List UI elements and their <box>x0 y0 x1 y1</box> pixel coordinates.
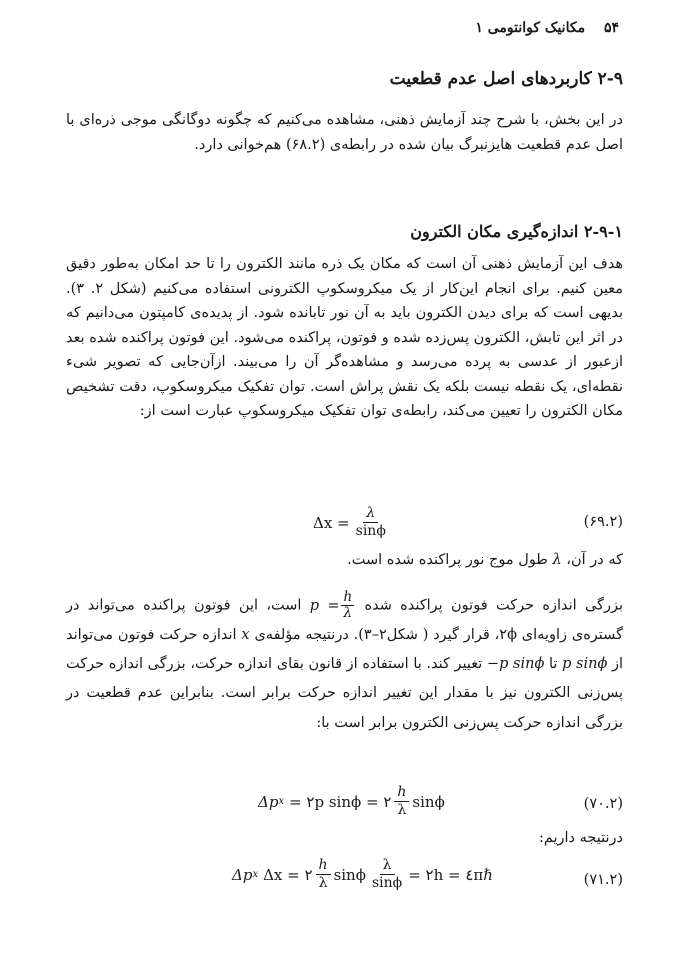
subsection-body: هدف این آزمایش ذهنی آن است که مکان یک ذره مانند الکترون را تا حد امکان به‌طور دقیق معین کنیم. برای انجام این‌کار از یک میکروسکوپ الکترونی استفاده می‌کنیم (شکل ۲. ۳). بدیهی است که برای دیدن الکترون باید به آن نور تابانده شود. از پدیده‌ی کامپتون می‌دانیم که در اثر این تابش، الکترون پس‌زده شده و فوتون، پراکنده می‌شود. این فوتون پراکنده شده بعد ازعبور از عدسی به پرده می‌رسد و مشاهده‌گر آن را می‌بیند. ازآن‌جایی که تصویر شیء نقطه‌ای، یک نقطه نیست بلکه یک نقش پراش است. توان تفکیک میکروسکوپ، دقت تشخیص مکان الکترون را تعیین می‌کند، رابطه‌ی توان تفکیک میکروسکوپ عبارت است از: <box>66 256 623 419</box>
eq70-fraction <box>394 784 409 819</box>
section-title: ۲-۹ کاربردهای اصل عدم قطعیت <box>389 69 623 89</box>
eq70-tail: sinϕ <box>412 792 445 811</box>
eq69-fraction <box>353 505 389 540</box>
p4-t2: است، این فوتون پراکنده می‌تواند در گستره‌ی زاویه‌ای ۲ϕ، قرار گیرد ( شکل۲–۳). درنتیجه مؤلفه‌ی <box>66 597 624 643</box>
eq69-denominator: sinϕ <box>355 523 386 539</box>
p4-x: x <box>241 627 250 643</box>
p3-pre: که در آن، <box>566 552 623 568</box>
p4-frac-num: h <box>343 589 353 605</box>
equation-number-70: (۷۰.۲) <box>583 796 623 812</box>
eq71-lhs-sub: x <box>252 869 259 880</box>
eq70-denominator: λ <box>397 802 407 818</box>
p4-range-start: p sinϕ <box>562 656 608 673</box>
section-intro: در این بخش، با شرح چند آزمایش ذهنی، مشاهده می‌کنیم که چگونه دوگانگی موجی ذره‌ای با اصل عدم قطعیت هایزنبرگ بیان شده در رابطه‌ی (۶۸.۲) هم‌خوانی دارد. <box>66 112 623 153</box>
eq70-lhs-sub: x <box>278 796 285 807</box>
eq71-denominator-2: sinϕ <box>371 875 403 891</box>
subsection-title: ۲-۹-۱ اندازه‌گیری مکان الکترون <box>410 222 623 241</box>
eq71-numerator-2: λ <box>380 857 395 875</box>
eq71-mid: sinϕ <box>333 865 366 884</box>
running-head <box>475 20 619 36</box>
eq71-fraction-2 <box>369 857 405 892</box>
therefore-line: درنتیجه داریم: <box>538 830 623 846</box>
eq70-mid: = ۲p sinϕ = ۲ <box>289 792 392 811</box>
equation-number-69: (۶۹.۲) <box>583 514 623 530</box>
equation-70 <box>258 784 445 819</box>
p4-h-over-lambda <box>341 590 354 621</box>
eq71-fraction-1 <box>316 857 331 892</box>
eq71-numerator-1: h <box>316 857 331 875</box>
p3-post: طول موج نور پراکنده شده است. <box>347 552 548 568</box>
p3-lambda: λ <box>552 552 562 568</box>
p4-t1: بزرگی اندازه حرکت فوتون پراکنده شده <box>364 597 623 614</box>
p4-t3: اندازه حرکت فوتون می‌تواند از <box>66 627 624 673</box>
eq71-lhs2: Δx = ۲ <box>263 865 313 884</box>
p4-range-end: −p sinϕ <box>486 656 545 673</box>
eq71-lhs: Δp <box>232 865 253 884</box>
equation-number-71: (۷۱.۲) <box>583 872 623 888</box>
eq71-tail: = ۲h = ٤πℏ <box>408 865 493 884</box>
lambda-definition <box>66 548 623 573</box>
equation-71 <box>232 857 493 892</box>
page-number: ۵۴ <box>603 20 619 36</box>
p4-t4: تا <box>549 656 558 673</box>
p4-p-eq <box>309 589 356 621</box>
eq69-lhs: Δx = <box>313 513 350 532</box>
eq69-numerator: λ <box>363 505 378 523</box>
p4-frac-den: λ <box>343 605 353 621</box>
eq71-denominator-1: λ <box>318 875 328 891</box>
momentum-paragraph <box>66 590 623 738</box>
p4-t5: تغییر کند. با استفاده از قانون بقای اندازه حرکت، بزرگی اندازه حرکت پس‌زنی الکترون نیز با مقدار این تغییر اندازه حرکت برابر است. بنابراین عدم قطعیت در بزرگی اندازه حرکت پس‌زنی الکترون برابر است با: <box>66 656 623 731</box>
book-title: مکانیک کوانتومی ۱ <box>475 20 586 36</box>
eq70-numerator: h <box>394 784 409 802</box>
eq70-lhs: Δp <box>258 792 279 811</box>
p4-p-var: p = <box>309 597 340 614</box>
equation-69 <box>313 505 392 540</box>
